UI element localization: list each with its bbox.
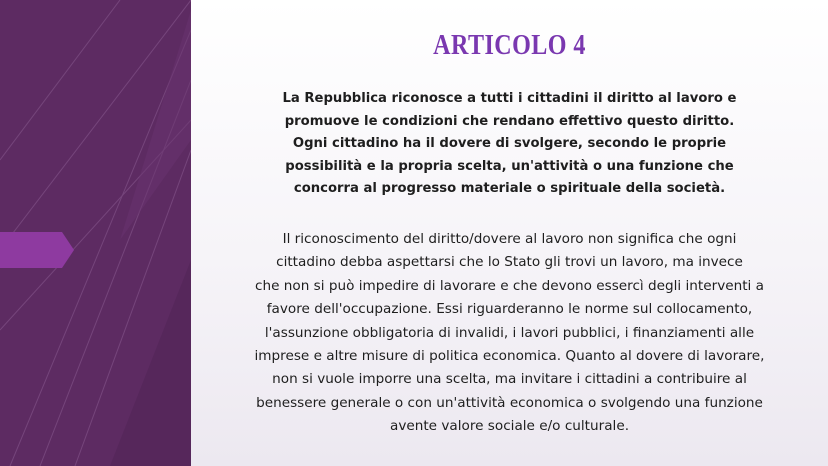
article-text-line: concorra al progresso materiale o spirituale della società. bbox=[293, 181, 726, 196]
explanation-text-line: non si vuole imporre una scelta, ma invitare i cittadini a contribuire al bbox=[272, 371, 747, 388]
explanation-text bbox=[201, 228, 818, 439]
explanation-text-line: che non si può impedire di lavorare e che devono essercì degli interventi a bbox=[255, 277, 764, 294]
explanation-text-line: l'assunzione obbligatoria di invalidi, i lavori pubblici, i finanziamenti alle bbox=[264, 324, 755, 341]
article-text-line: possibilità e la propria scelta, un'attività o una funzione che bbox=[285, 158, 734, 174]
decorative-tab-arrow bbox=[0, 232, 74, 268]
explanation-text-line: benessere generale o con un'attività economica o svolgendo una funzione bbox=[256, 394, 763, 411]
article-text-line: Ogni cittadino ha il dovere di svolgere, secondo le proprie bbox=[292, 136, 727, 151]
slide-content bbox=[191, 0, 828, 466]
slide-title: ARTICOLO 4 bbox=[433, 30, 586, 61]
article-text-line: promuove le condizioni che rendano effettivo questo diritto. bbox=[284, 113, 735, 129]
explanation-text-line: Il riconoscimento del diritto/dovere al lavoro non significa che ogni bbox=[282, 231, 737, 247]
article-text-line: La Repubblica riconosce a tutti i cittadini il diritto al lavoro e bbox=[282, 91, 737, 106]
explanation-text-line: cittadino debba aspettarsi che lo Stato gli trovi un lavoro, ma invece bbox=[276, 254, 743, 271]
explanation-text-line: avente valore sociale e/o culturale. bbox=[389, 418, 630, 435]
article-text bbox=[211, 88, 808, 201]
explanation-text-line: favore dell'occupazione. Essi riguarderanno le norme sul collocamento, bbox=[266, 301, 753, 318]
explanation-text-line: imprese e altre misure di politica economica. Quanto al dovere di lavorare, bbox=[254, 348, 765, 365]
